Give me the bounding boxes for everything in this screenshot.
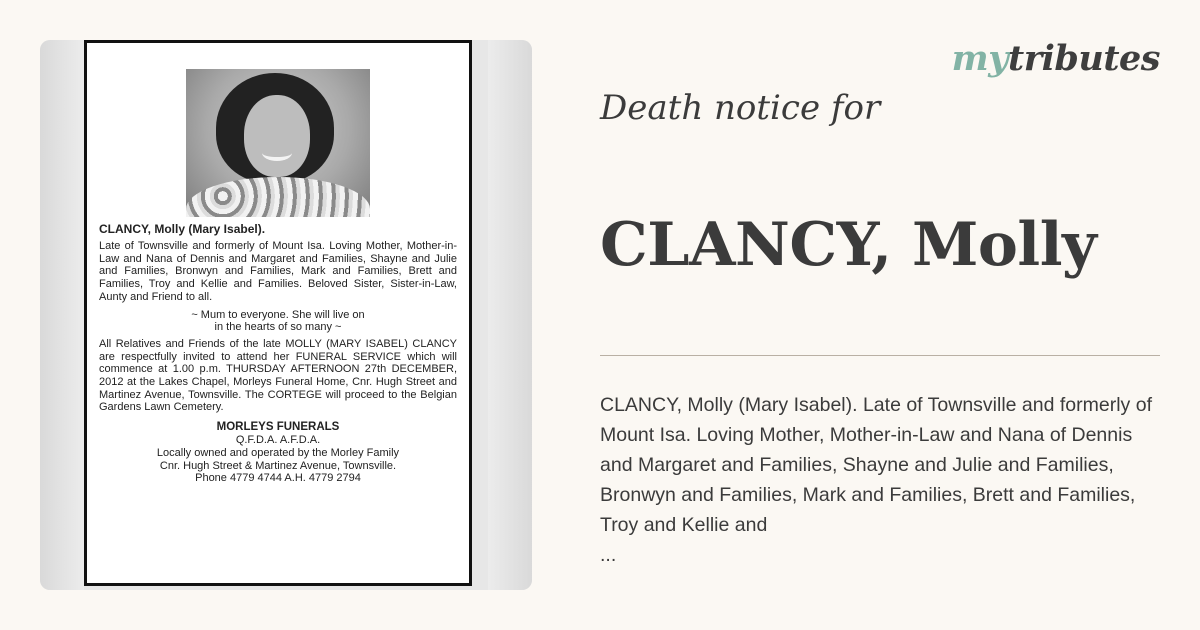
portrait-photo: [186, 69, 370, 217]
logo-part-my: my: [951, 38, 1009, 79]
deceased-name: CLANCY, Molly: [600, 210, 1097, 280]
clipping-quote-line-2: in the hearts of so many ~: [214, 321, 342, 334]
clipping-paragraph-family: Late of Townsville and formerly of Mount Isa. Loving Mother, Mother-in-Law and Nana of Dennis and Margaret and Families, Shayne and Julie and Families, Bronwyn and Families, Mark and Families, Brett and Families, Troy and Kellie and Families. Beloved Sister, Sister-in-Law, Aunty and Friend to all.: [99, 240, 457, 303]
clipping-firm-line-3: Cnr. Hugh Street & Martinez Avenue, Townsville.: [159, 459, 397, 472]
clipping-firm-name: MORLEYS FUNERALS: [216, 421, 340, 434]
mytributes-logo[interactable]: [952, 38, 1160, 79]
clipping-firm-line-4: Phone 4779 4744 A.H. 4779 2794: [195, 472, 361, 485]
clipping-paragraph-funeral: All Relatives and Friends of the late MOLLY (MARY ISABEL) CLANCY are respectfully invited to attend her FUNERAL SERVICE which will commence at 1.00 p.m. THURSDAY AFTERNOON 27th DECEMBER, 2012 at the Lakes Chapel, Morleys Funeral Home, Cnr. Hugh Street and Martinez Avenue, Townsville. The CORTEGE will proceed to the Belgian Gardens Lawn Cemetery.: [99, 337, 457, 414]
notice-image-frame: [40, 40, 532, 590]
portrait-face: [244, 95, 310, 177]
excerpt-ellipsis: ...: [600, 544, 617, 566]
clipping-quote: [99, 309, 457, 334]
clipping-quote-line-1: ~ Mum to everyone. She will live on: [191, 308, 365, 321]
newspaper-clipping: [84, 40, 472, 586]
notice-excerpt: CLANCY, Molly (Mary Isabel). Late of Townsville and formerly of Mount Isa. Loving Mother, Mother-in-Law and Nana of Dennis and Margaret and Families, Shayne and Julie and Families, Bronwyn and Families, Mark and Families, Brett and Families, Troy and Kellie and: [600, 394, 1152, 536]
logo-part-tributes: tributes: [1008, 38, 1160, 79]
death-notice-heading: Death notice for: [600, 88, 881, 128]
portrait-smile: [262, 145, 292, 161]
portrait-dress: [186, 177, 370, 217]
clipping-name-line: CLANCY, Molly (Mary Isabel).: [99, 222, 266, 236]
clipping-firm-line-1: Q.F.D.A. A.F.D.A.: [235, 434, 321, 447]
divider: [600, 355, 1160, 356]
clipping-firm-line-2: Locally owned and operated by the Morley Family: [156, 446, 400, 459]
